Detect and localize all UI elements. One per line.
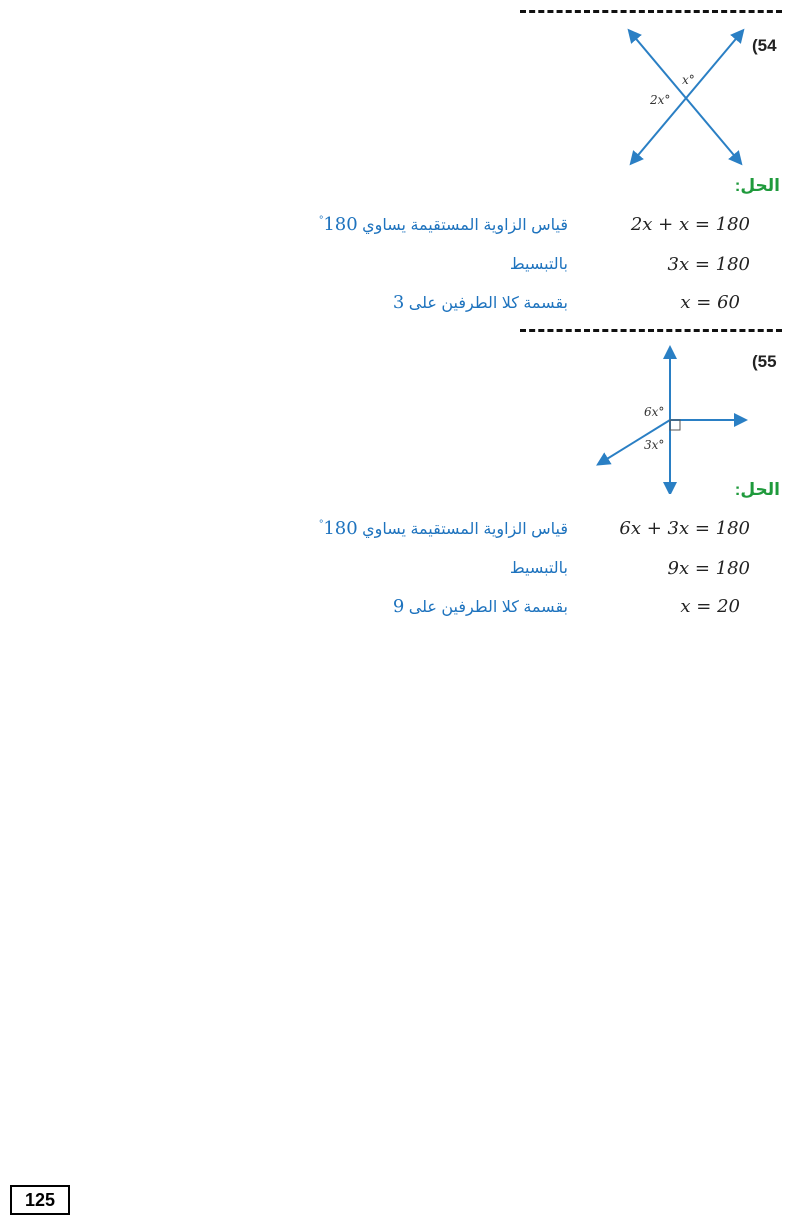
middle-dashed-separator	[520, 329, 782, 332]
problem-55-note-3: بقسمة كلا الطرفين على 9	[392, 596, 568, 617]
angle-label-2x: 2x°	[650, 93, 671, 107]
top-dashed-separator	[520, 10, 782, 13]
problem-55-solution-label: الحل:	[734, 480, 780, 499]
angle-label-6x: 6x°	[644, 405, 665, 419]
angle-label-x: x°	[682, 73, 695, 87]
problem-54-number: (54	[752, 36, 777, 55]
line-a	[632, 34, 738, 160]
problem-54-figure	[610, 26, 760, 170]
problem-55-equation-2: 9x = 180	[667, 558, 750, 579]
problem-54-equation-3: x = 60	[680, 292, 740, 313]
note-value: 3	[392, 292, 405, 313]
problem-55-equation-3: x = 20	[680, 596, 740, 617]
degree-sign: °	[318, 518, 324, 531]
problem-54-solution-label: الحل:	[734, 176, 780, 195]
problem-54-note-2: بالتبسيط	[509, 256, 568, 273]
problem-54-equation-1: 2x + x = 180	[630, 214, 750, 235]
problem-55-number: (55	[752, 352, 777, 371]
problem-55-figure	[596, 344, 748, 494]
problem-55-note-2: بالتبسيط	[509, 560, 568, 577]
problem-54-note-1: قياس الزاوية المستقيمة يساوي 180°	[318, 214, 568, 235]
problem-55-note-1: قياس الزاوية المستقيمة يساوي 180°	[318, 518, 568, 539]
problem-55-equation-1: 6x + 3x = 180	[619, 518, 750, 539]
problem-54-note-3: بقسمة كلا الطرفين على 3	[392, 292, 568, 313]
note-value: 180	[323, 518, 358, 539]
right-angle-mark	[670, 420, 680, 430]
degree-sign: °	[318, 214, 324, 227]
page-number: 125	[10, 1185, 70, 1215]
note-value: 180	[323, 214, 358, 235]
problem-54-equation-2: 3x = 180	[667, 254, 750, 275]
angle-label-3x: 3x°	[644, 438, 665, 452]
note-value: 9	[392, 596, 405, 617]
